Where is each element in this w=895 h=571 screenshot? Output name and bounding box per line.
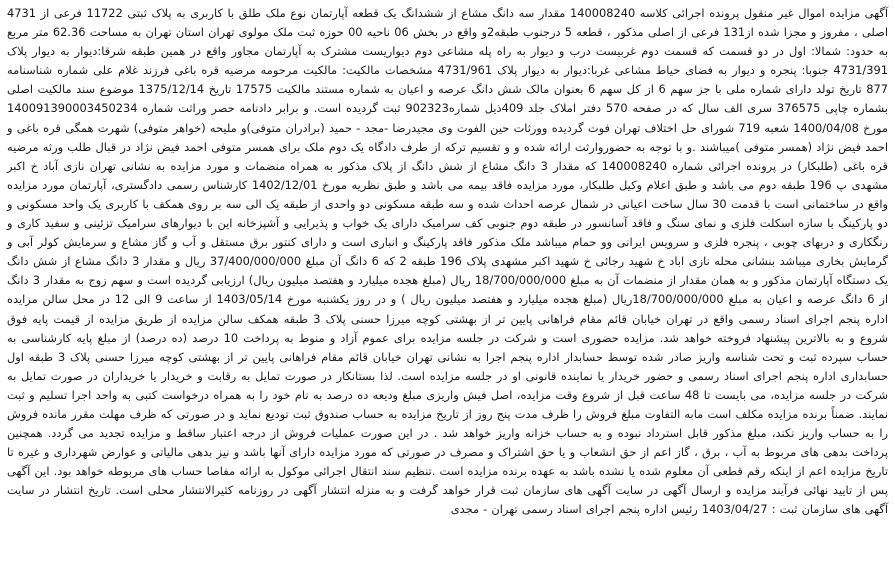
notice-body-text: آگهی مزایده اموال غیر منقول پرونده اجرائی کلاسه 140008240 مقدار سه دانگ مشاع از ششدانگ یک قطعه آپارتمان نوع ملک طلق با کاربری به پلاک ثبتی 11722 فرعی از 4731 اصلی ، مفروز و مجزا شده از131 فرعی از اصلی مذکور ، قطعه 5 درجنوب طبقه2و واقع در بخش 06 ناحیه 00 حوزه ثبت ملک مولوی تهران استان تهران به مساحت 62.36 متر مربع به حدود: شمالا: اول در دو قسمت که قسمت دوم غربیست درب و دیوار به راه پله مشاعی دوم دیواریست مشترک به آپارتمان مجاور واقع در همین طبقه شرقا:دیوار به دیوار پلاک 4731/391 جنوبا: پنجره و دیوار به فضای حیاط مشاعی غربا:دیوار به دیوار پلاک 4731/961 مشخصات مالکیت: مالکیت مرحومه مرضیه قره باغی فرزند غلام علی شماره شناسنامه 877 تاریخ تولد دارای شماره ملی با جز سهم 6 از کل سهم 6 بعنوان مالک شش دانگ عرصه و اعیان به شماره مستند مالکیت 17575 تاریخ 1375/12/14 موضوع سند مالکیت اصلی بشماره چاپی 376575 سری الف سال که در صفحه 570 دفتر املاک جلد 409ذیل شماره902323 ثبت گردیده است. و برابر دادنامه حصر وراثت شماره 140091390003450234 مورخ 1400/04/08 شعبه 719 شورای حل اختلاف تهران فوت گردیده وورثات حین الفوت وی مجیدرضا -مجد - حمید (برادران متوفی)و ملیحه (خواهر متوفی) شهرت همگی قره باغی و احمد فیض نژاد (همسر متوفی )میباشند .و با توجه به حضوروارثت ارائه شده و و تقسیم ترکه از طرف دادگاه یک دوم ملک برای همسر متوفی احمد فیض نژاد در قبال طلب ورثه مرضیه قره باغی (طلبکار) در پرونده اجرائی شماره 140008240 که مقدار 3 دانگ مشاع از شش دانگ از پلاک مذکور به همراه منضمات و مورد مزایده به نشانی تهران نازی آباد خ اکبر مشهدی پ 196 طبقه دوم می باشد و طبق اعلام وکیل طلبکار، مورد مزایده فاقد بیمه می باشد و طبق نظریه مورخ 1402/12/01 کارشناس رسمی دادگستری، آپارتمان مورد مزایده واقع در ساختمانی است با قدمت 30 سال ساخت اعیانی در شمال عرصه احداث شده و سه طبقه مسکونی دو واحدی از طبقه یک الی سه بر روی همکف با کاربری یک واحد مسکونی و دو پارکینگ با سازه اسکلت فلزی و نمای سنگ و فاقد آسانسور در طبقه دوم جنوبی کف سرامیک دارای یک خواب و پذیرایی و آشپزخانه این با دیوارهای سرامیک تزئینی و سفید کاری و رنگکاری و دربهای چوبی ، پنجره فلزی و سرویس ایرانی وو حمام میباشد ملک مذکور فاقد پارکینگ و انباری است و دارای کنتور برق مستقل و آب و گاز مشاع و سرمایش کولر آبی و گرمایش بخاری میباشد بنشانی محله نازی اباد خ شهید رجائی خ شهید اکبر مشهدی پلاک 196 طبقه 2 که 6 دانگ آن مبلغ 37/400/000/000 ریال و مقدار 3 دانگ مشاع از شش دانگ یک دستگاه آپارتمان مذکور و به همان مقدار از منضمات آن به مبلغ 18/700/000/000 ریال (مبلغ هجده میلیارد و هفتصد میلیون ریال) ارزیابی گردیده است و سهم زوج به مقدار 3 دانگ از 6 دانگ عرصه و اعیان به مبلغ 18/700/000/000ریال (مبلغ هجده میلیارد و هفتصد میلیون ریال ) و در روز یکشنبه مورخ 1403/05/14 از ساعت 9 الی 12 در محل سالن مزایده اداره پنجم اجرای اسناد رسمی واقع در تهران خیابان قائم مقام فراهانی پایین تر از بهشتی کوچه میرزا حسنی پلاک 3 طبقه همکف سالن مزایده از طریق مزایده از قیمت پایه فوق شروع و به بالاترین پیشنهاد فروخته خواهد شد. مزایده حضوری است و شرکت در جلسه مزایده برای عموم آزاد و منوط به پرداخت 10 درصد (ده درصد) از مبلغ پایه کارشناسی به حساب سپرده ثبت و تحت شناسه واریز صادر شده توسط حسابدار اداره پنجم اجرا به نشانی تهران خیابان قائم مقام فراهانی پایین تر از بهشتی کوچه میرزا حسنی پلاک 3 طبقه اول حسابداری اداره پنجم اجرای اسناد رسمی و حضور خریدار یا نماینده قانونی او در جلسه مزایده است. لذا بستانکار در صورت تمایل به رقابت و خریدار یا خریداران در صورت تمایل به شرکت در جلسه مزایده، می بایست تا 48 ساعت قبل از شروع وقت مزایده، اصل فیش واریزی مبلغ ودیعه ده درصد به نام خود را به همراه درخواست کتبی به واحد اجرا تسلیم و ثبت نمایند. ضمناً برنده مزایده مکلف است مابه التفاوت مبلغ فروش را ظرف مدت پنج روز از تاریخ مزایده به حساب صندوق ثبت تودیع نماید و در صورتی که ظرف مهلت مقرر مانده فروش را به حساب واریز نکند، مبلغ مذکور قابل استرداد نبوده و به حساب خزانه واریز خواهد شد . در این صورت عملیات فروش از درجه اعتبار ساقط و مزایده تجدید می گردد. همچنین پرداخت بدهی های مربوط به آب ، برق ، گاز اعم از حق انشعاب و یا حق اشتراک و مصرف در صورتی که مورد مزایده دارای آنها باشد و نیز بدهی مالیاتی و عوارض شهرداری و غیره تا تاریخ مزایده اعم از اینکه رقم قطعی آن معلوم شده یا نشده باشد به عهده برنده مزایده است .تنظیم سند انتقال اجرائی موکول به ارائه مفاصا حساب های مربوطه خواهد بود. این آگهی پس از تایید نهائی فرآیند مزایده و ارسال آگهی در سایت آگهی های سازمان ثبت قرار خواهد گرفت و به منزله انتشار آگهی در روزنامه کثیرالانتشار محلی است. تاریخ انتشار در سایت آگهی های سازمان ثبت : 1403/04/27 رئیس اداره پنجم اجرای اسناد رسمی تهران - مجدی bbox=[7, 6, 889, 517]
